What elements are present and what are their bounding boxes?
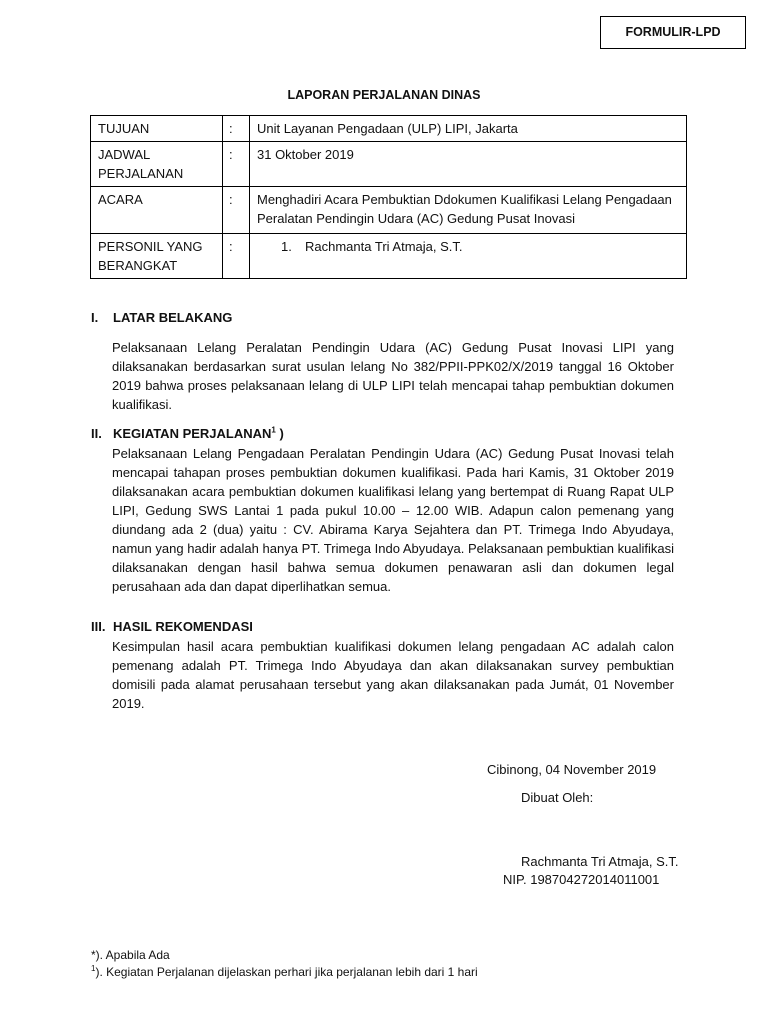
row-value: Unit Layanan Pengadaan (ULP) LIPI, Jakarta [250, 116, 687, 142]
footnote: *). Apabila Ada [91, 948, 170, 962]
row-label: TUJUAN [91, 116, 223, 142]
form-code-box [600, 16, 746, 49]
form-code: FORMULIR-LPD [625, 25, 721, 39]
section-numeral: I. [91, 310, 99, 325]
table-row [91, 116, 687, 142]
section-numeral: III. [91, 619, 106, 634]
section-title: HASIL REKOMENDASI [113, 619, 253, 634]
row-separator: : [223, 116, 250, 142]
list-item-text: Rachmanta Tri Atmaja, S.T. [305, 239, 463, 254]
row-value: Menghadiri Acara Pembuktian Ddokumen Kualifikasi Lelang Pengadaan Peralatan Pendingin Udara (AC) Gedung Pusat Inovasi [250, 187, 687, 234]
signer-name: Rachmanta Tri Atmaja, S.T. [521, 854, 679, 869]
row-value [250, 234, 687, 279]
place-date: Cibinong, 04 November 2019 [487, 762, 657, 777]
table-row [91, 142, 687, 187]
row-label: ACARA [91, 187, 223, 234]
section-heading [91, 310, 232, 325]
section-body: Pelaksanaan Lelang Peralatan Pendingin Udara (AC) Gedung Pusat Inovasi LIPI yang dilaksanakan berdasarkan surat usulan lelang No 382/PPII-PPK02/X/2019 tanggal 16 Oktober 2019 bahwa proses pelaksanaan lelang di ULP LIPI telah mencapai tahap pembuktian dokumen kualifikasi. [112, 340, 674, 412]
row-value: 31 Oktober 2019 [250, 142, 687, 187]
list-item-number: 1. [281, 239, 292, 254]
row-label-line: PERJALANAN [98, 166, 184, 181]
section-heading [91, 619, 253, 634]
row-separator: : [223, 234, 250, 279]
footnote-marker: 1 [91, 964, 96, 973]
row-label-line: JADWAL [98, 147, 151, 162]
section-heading [91, 426, 284, 441]
table-row [91, 234, 687, 279]
section-body: Pelaksanaan Lelang Pengadaan Peralatan Pendingin Udara (AC) Gedung Pusat Inovasi telah mencapai tahapan proses pembuktian dokumen kualifikasi. Pada hari Kamis, 31 Oktober 2019 dilaksanakan acara pembuktian dokumen kualifikasi lelang yang bertempat di Ruang Rapat ULP LIPI, Gedung SWS Lantai 1 pada pukul 10.00 – 12.00 WIB. Adapun calon pemenang yang diundang ada 2 (dua) yaitu : CV. Abirama Karya Sejahtera dan PT. Trimega Indo Abyudaya, namun yang hadir adalah hanya PT. Trimega Indo Abyudaya. Pelaksanaan pembuktian kualifikasi dilaksanakan dengan hasil bahwa semua dokumen penawaran asli dan dokumen legal perusahaan ada dan dapat diperlihatkan semua. [112, 446, 674, 594]
row-label-line: BERANGKAT [98, 258, 178, 273]
info-table [90, 115, 687, 279]
row-separator: : [223, 187, 250, 234]
footnote [91, 965, 478, 979]
section-title-suffix: ) [275, 426, 284, 441]
page-title: LAPORAN PERJALANAN DINAS [287, 88, 481, 102]
footnote-marker: 1 [271, 425, 276, 435]
row-label [91, 234, 223, 279]
section-numeral: II. [91, 426, 102, 441]
list-item [257, 237, 680, 256]
signer-nip: NIP. 198704272014011001 [503, 872, 660, 887]
row-label-line: PERSONIL YANG [98, 239, 203, 254]
section-title: KEGIATAN PERJALANAN [113, 426, 272, 441]
row-label [91, 142, 223, 187]
footnote-text: ). Kegiatan Perjalanan dijelaskan perhari jika perjalanan lebih dari 1 hari [95, 965, 478, 979]
row-separator: : [223, 142, 250, 187]
table-row [91, 187, 687, 234]
section-title: LATAR BELAKANG [113, 310, 233, 325]
section-body: Kesimpulan hasil acara pembuktian kualifikasi dokumen lelang pengadaan AC adalah calon pemenang adalah PT. Trimega Indo Abyudaya dan akan dilaksanakan survey pembuktian domisili pada alamat perusahaan tersebut yang akan dilaksanakan pada Jumát, 01 November 2019. [112, 639, 674, 711]
made-by-label: Dibuat Oleh: [521, 790, 594, 805]
